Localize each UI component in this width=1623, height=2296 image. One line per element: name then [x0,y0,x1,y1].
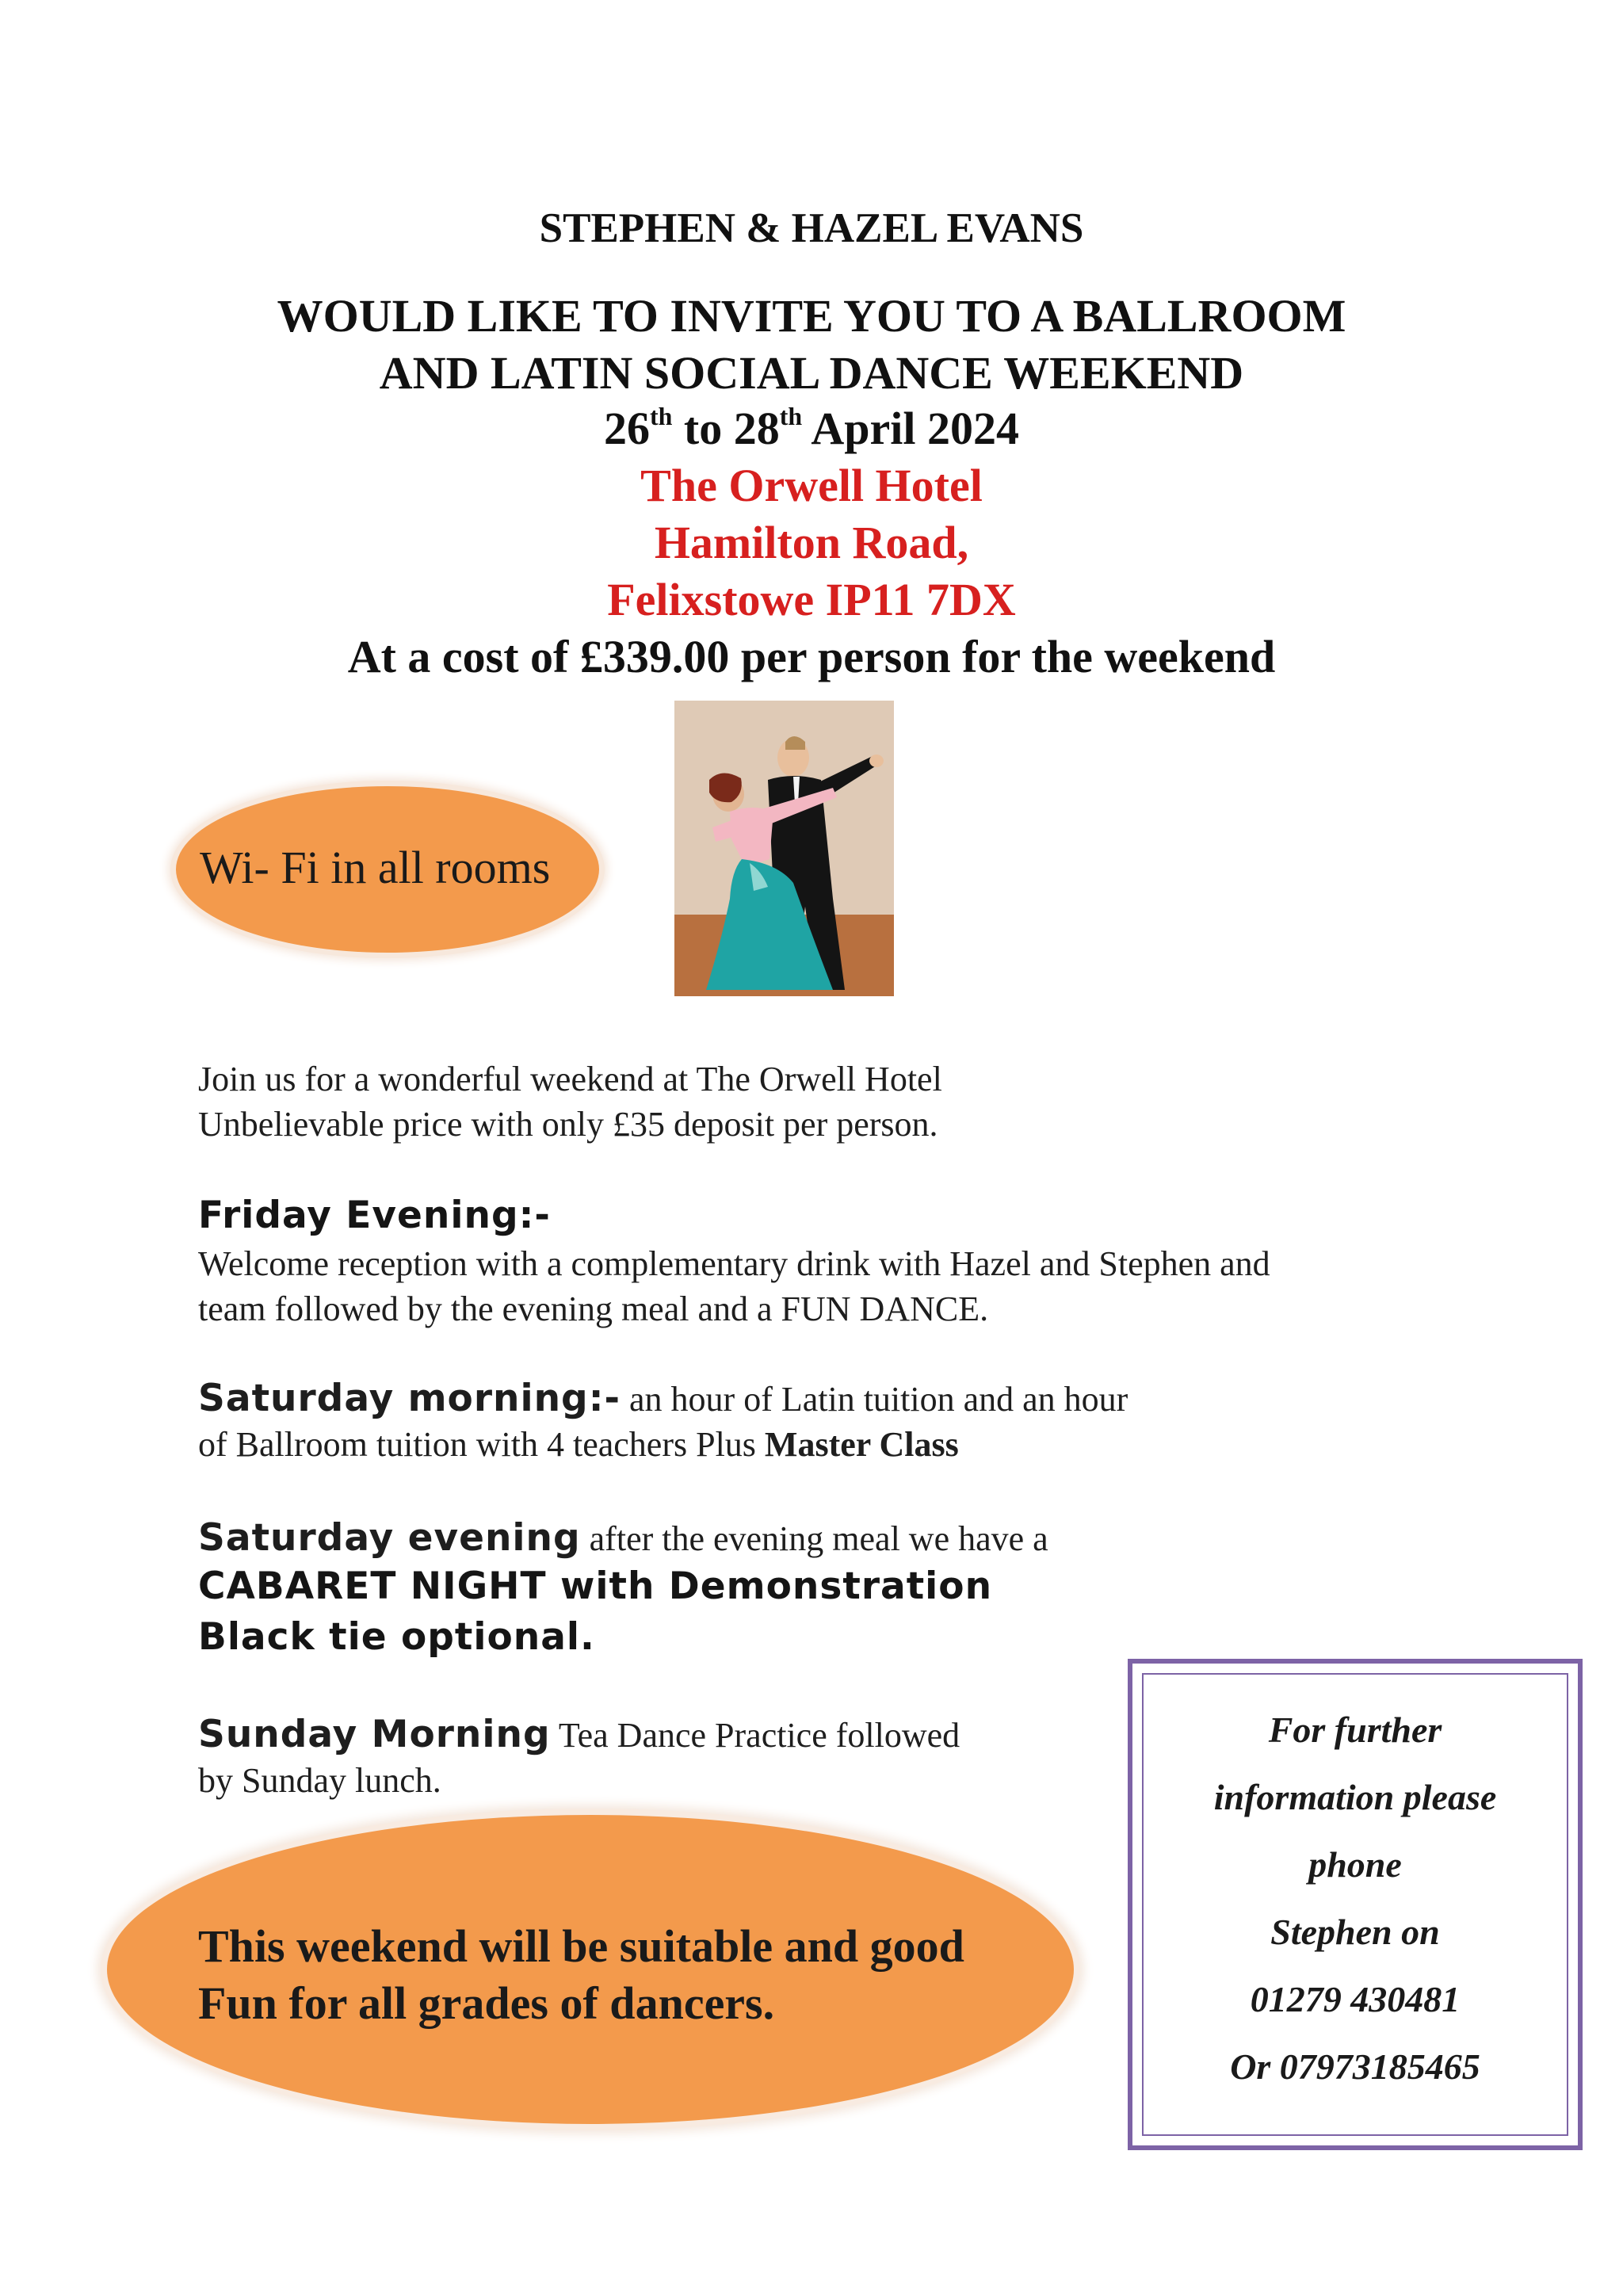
invite-line-2: AND LATIN SOCIAL DANCE WEEKEND [379,347,1244,399]
venue-street: Hamilton Road, [654,517,969,568]
sunday-line-2: by Sunday lunch. [198,1761,441,1800]
intro-text [198,1056,942,1147]
contact-line-2: information please [1213,1777,1497,1817]
suitability-line-1: This weekend will be suitable and good [198,1920,964,1972]
dancing-couple-illustration [674,701,894,996]
saturday-evening-line-1-text: after the evening meal we have a [580,1519,1048,1558]
intro-line-1: Join us for a wonderful weekend at The Orwell Hotel [198,1060,942,1098]
cabaret-night-text: CABARET NIGHT with Demonstration [198,1564,993,1608]
dancing-couple-photo [674,701,894,996]
black-tie-text: Black tie optional. [198,1615,595,1659]
sunday-line-1 [198,1712,960,1758]
saturday-morning-section [198,1376,1128,1467]
contact-line-1: For further [1268,1710,1442,1750]
friday-line-1: Welcome reception with a complementary drink with Hazel and Stephen and [198,1244,1270,1283]
sunday-section [198,1712,960,1803]
suitability-text [198,1918,964,2032]
saturday-morning-line-2 [198,1422,1128,1467]
saturday-morning-line-1 [198,1376,1128,1422]
contact-line-4: Stephen on [1270,1912,1440,1952]
event-dates [0,403,1623,454]
venue-name: The Orwell Hotel [640,460,983,511]
date-start-day: 26 [604,403,651,454]
wifi-badge-text: Wi- Fi in all rooms [200,842,551,893]
saturday-evening-line-1 [198,1515,1048,1561]
sunday-heading: Sunday Morning [198,1713,551,1756]
friday-heading: Friday Evening:- [198,1194,551,1237]
saturday-morning-heading: Saturday morning:- [198,1377,621,1420]
master-class-label: Master Class [764,1425,959,1464]
date-end-suffix: th [779,403,803,431]
friday-line-2: team followed by the evening meal and a FUN DANCE. [198,1289,989,1328]
contact-phone-2: Or 07973185465 [1230,2046,1480,2087]
contact-line-3: phone [1308,1844,1402,1885]
saturday-evening-section [198,1515,1048,1561]
price-line: At a cost of £339.00 per person for the weekend [347,631,1276,682]
saturday-evening-heading: Saturday evening [198,1516,581,1560]
contact-phone-1: 01279 430481 [1250,1979,1461,2019]
saturday-morning-line-2-text: of Ballroom tuition with 4 teachers Plus [198,1425,765,1464]
intro-line-2: Unbelievable price with only £35 deposit per person. [198,1105,938,1144]
date-end-day: 28 [733,403,780,454]
date-to: to [672,403,734,454]
suitability-line-2: Fun for all grades of dancers. [198,1977,775,2029]
venue-town: Felixstowe IP11 7DX [607,574,1016,625]
date-start-suffix: th [650,403,673,431]
sunday-line-1-text: Tea Dance Practice followed [550,1716,960,1755]
saturday-morning-line-1-text: an hour of Latin tuition and an hour [621,1380,1128,1419]
date-month-year: April 2024 [802,403,1019,454]
invite-line-1: WOULD LIKE TO INVITE YOU TO A BALLROOM [277,290,1346,342]
friday-text [198,1241,1270,1331]
hosts-heading: STEPHEN & HAZEL EVANS [539,205,1084,251]
